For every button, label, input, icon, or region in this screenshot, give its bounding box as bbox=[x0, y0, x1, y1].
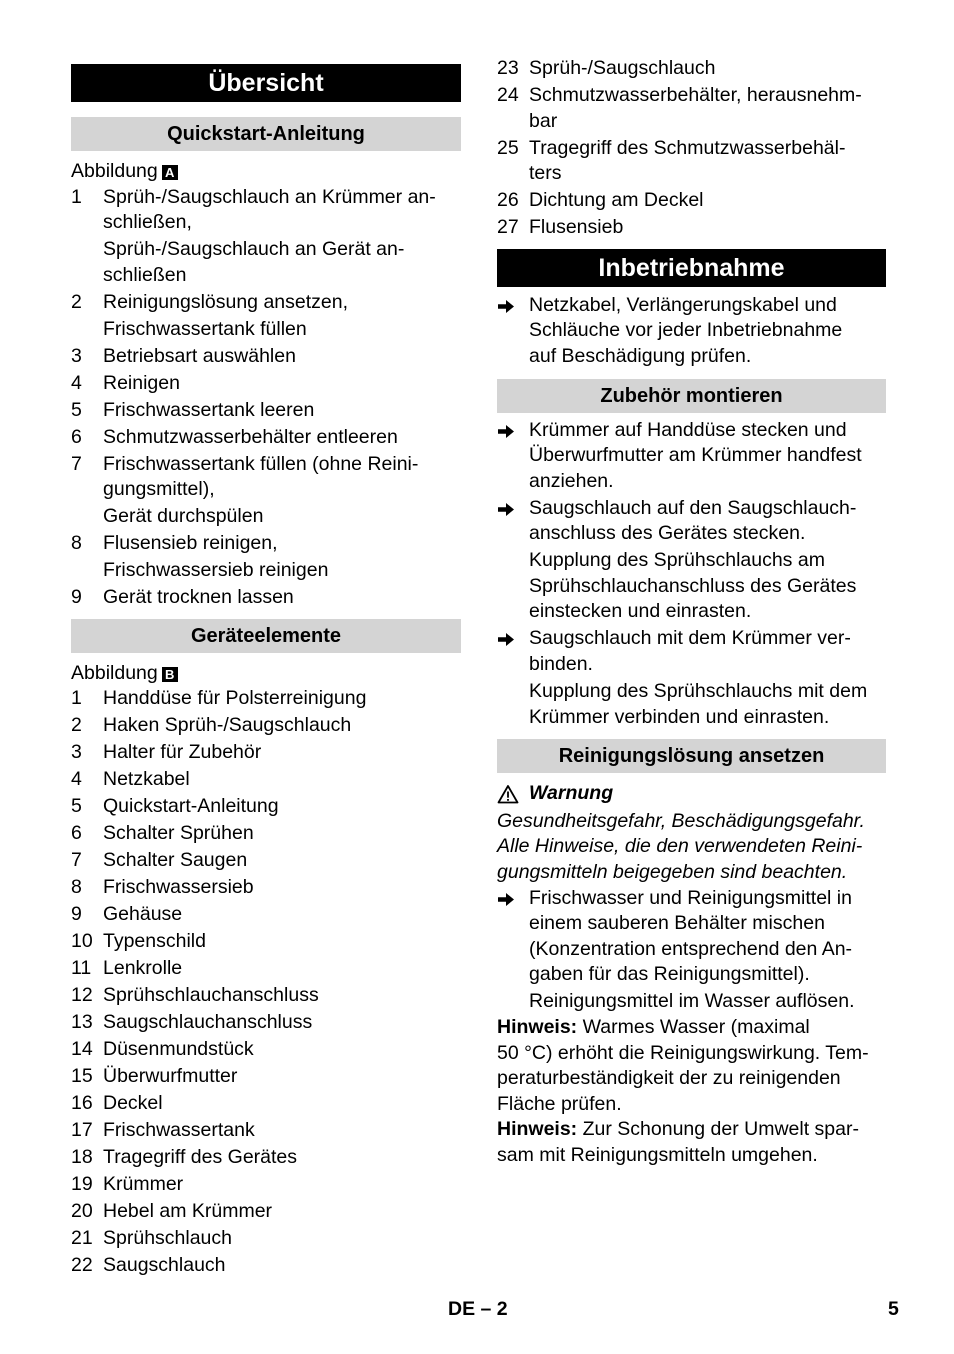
item-text bbox=[103, 504, 461, 530]
step-text bbox=[529, 886, 886, 988]
figure-reference-b bbox=[71, 661, 461, 687]
item-number: 5 bbox=[71, 795, 82, 818]
text-line: (Konzentration entsprechend den An- bbox=[529, 937, 853, 960]
item-number: 11 bbox=[71, 957, 92, 980]
item-number: 6 bbox=[71, 425, 82, 448]
list-item bbox=[71, 1037, 461, 1063]
item-number: 3 bbox=[71, 344, 82, 367]
list-item bbox=[71, 425, 461, 451]
text-line: schließen, bbox=[103, 211, 192, 234]
arrow-right-icon bbox=[497, 299, 515, 314]
figure-letter-icon: A bbox=[162, 165, 178, 180]
text-line: Frischwassersieb reinigen bbox=[103, 559, 329, 582]
list-item bbox=[71, 713, 461, 739]
text-line: Überwurfmutter am Krümmer handfest bbox=[529, 444, 862, 467]
item-number: 2 bbox=[71, 290, 82, 313]
heading-quickstart: Quickstart-Anleitung bbox=[71, 117, 461, 151]
list-item bbox=[497, 188, 886, 214]
text-line: Gerät durchspülen bbox=[103, 505, 264, 528]
text-line: Quickstart-Anleitung bbox=[103, 795, 279, 818]
text-line: Dichtung am Deckel bbox=[529, 189, 704, 212]
text-line: bar bbox=[529, 109, 558, 132]
text-line: Saugschlauch auf den Saugschlauch- bbox=[529, 496, 857, 519]
list-item bbox=[71, 875, 461, 901]
item-text bbox=[103, 1145, 461, 1171]
list-item bbox=[71, 558, 461, 584]
item-text bbox=[103, 1253, 461, 1279]
step-marker bbox=[497, 293, 529, 370]
warning-text bbox=[497, 809, 886, 886]
arrow-right-icon bbox=[497, 502, 515, 517]
item-number: 7 bbox=[71, 849, 82, 872]
text-line: Schalter Saugen bbox=[103, 849, 248, 872]
list-item bbox=[71, 1199, 461, 1225]
text-line: Frischwassertank füllen bbox=[103, 317, 307, 340]
item-number: 16 bbox=[71, 1092, 93, 1115]
text-line: Überwurfmutter bbox=[103, 1065, 238, 1088]
list-item bbox=[71, 767, 461, 793]
text-line: Reinigungsmittel im Wasser auflösen. bbox=[529, 990, 855, 1013]
text-line: Deckel bbox=[103, 1092, 163, 1115]
text-line: binden. bbox=[529, 653, 593, 676]
text-line: Saugschlauchanschluss bbox=[103, 1011, 313, 1034]
text-line: Lenkrolle bbox=[103, 957, 183, 980]
item-text bbox=[103, 398, 461, 424]
item-text bbox=[103, 956, 461, 982]
instruction-step bbox=[497, 293, 886, 370]
item-text bbox=[103, 875, 461, 901]
list-item bbox=[71, 902, 461, 928]
item-text bbox=[103, 344, 461, 370]
list-item bbox=[71, 317, 461, 343]
text-line: Zur Schonung der Umwelt spar- bbox=[577, 1118, 859, 1141]
item-text bbox=[529, 83, 886, 134]
item-text bbox=[103, 1226, 461, 1252]
text-line: Haken Sprüh-/Saugschlauch bbox=[103, 714, 352, 737]
heading-device-elements: Geräteelemente bbox=[71, 619, 461, 653]
section-title-commissioning: Inbetriebnahme bbox=[497, 249, 886, 287]
item-text bbox=[103, 1118, 461, 1144]
item-number: 21 bbox=[71, 1227, 93, 1250]
item-text bbox=[103, 929, 461, 955]
heading-cleaning-solution: Reinigungslösung ansetzen bbox=[497, 739, 886, 773]
item-number: 14 bbox=[71, 1038, 93, 1061]
text-line: Krümmer verbinden und einrasten. bbox=[529, 705, 830, 728]
text-line: anziehen. bbox=[529, 469, 614, 492]
text-line: Schalter Sprühen bbox=[103, 822, 254, 845]
list-item bbox=[71, 1091, 461, 1117]
list-item bbox=[71, 794, 461, 820]
item-text bbox=[103, 821, 461, 847]
text-line: Kupplung des Sprühschlauchs mit dem bbox=[529, 680, 868, 702]
item-number: 10 bbox=[71, 930, 93, 953]
text-line: Frischwasser und Reinigungsmittel in bbox=[529, 886, 852, 909]
step-text bbox=[529, 418, 886, 495]
item-text bbox=[103, 1037, 461, 1063]
note-warm-water bbox=[497, 1015, 886, 1117]
text-line: Flusensieb reinigen, bbox=[103, 532, 278, 555]
list-item bbox=[71, 1253, 461, 1279]
instruction-step bbox=[497, 679, 886, 730]
item-text bbox=[103, 558, 461, 584]
list-item bbox=[71, 290, 461, 316]
arrow-right-icon bbox=[497, 424, 515, 439]
instruction-step bbox=[497, 418, 886, 495]
text-line: Sprüh-/Saugschlauch an Krümmer an- bbox=[103, 185, 436, 208]
text-line: Schläuche vor jeder Inbetriebnahme bbox=[529, 319, 843, 342]
item-number: 4 bbox=[71, 768, 82, 791]
item-text bbox=[103, 848, 461, 874]
list-item bbox=[71, 1010, 461, 1036]
text-line: Betriebsart auswählen bbox=[103, 344, 296, 367]
device-elements-list bbox=[71, 686, 461, 1278]
text-line: Hebel am Krümmer bbox=[103, 1200, 273, 1223]
text-line: peraturbeständigkeit der zu reinigenden bbox=[497, 1067, 841, 1090]
note-label: Hinweis: bbox=[497, 1015, 578, 1038]
item-text bbox=[103, 452, 461, 503]
text-line: Düsenmundstück bbox=[103, 1038, 254, 1061]
item-number: 12 bbox=[71, 984, 93, 1007]
instruction-step bbox=[497, 886, 886, 988]
item-text bbox=[103, 290, 461, 316]
list-item bbox=[497, 83, 886, 134]
warning-header bbox=[497, 781, 886, 807]
list-item bbox=[71, 585, 461, 611]
text-line: Frischwassertank füllen (ohne Reini- bbox=[103, 452, 419, 475]
item-text bbox=[103, 185, 461, 236]
item-number: 25 bbox=[497, 136, 519, 159]
list-item bbox=[71, 983, 461, 1009]
text-line: Halter für Zubehör bbox=[103, 741, 262, 764]
step-marker bbox=[497, 679, 529, 730]
accessories-steps bbox=[497, 418, 886, 731]
item-number: 3 bbox=[71, 741, 82, 764]
text-line: Schmutzwasserbehälter entleeren bbox=[103, 425, 398, 448]
item-text bbox=[103, 713, 461, 739]
item-number bbox=[71, 504, 103, 530]
item-number bbox=[71, 237, 103, 288]
text-line: Reinigen bbox=[103, 371, 180, 394]
instruction-step bbox=[497, 989, 886, 1015]
text-line: Sprüh-/Saugschlauch an Gerät an- bbox=[103, 238, 405, 261]
list-item bbox=[71, 1145, 461, 1171]
text-line: Tragegriff des Schmutzwasserbehäl- bbox=[529, 136, 846, 159]
text-line: schließen bbox=[103, 263, 187, 286]
right-column bbox=[497, 56, 886, 1168]
list-item bbox=[71, 452, 461, 503]
item-text bbox=[103, 531, 461, 557]
solution-steps bbox=[497, 886, 886, 1015]
text-line: Frischwassertank bbox=[103, 1119, 255, 1142]
item-text bbox=[103, 371, 461, 397]
item-number: 13 bbox=[71, 1011, 93, 1034]
item-number: 6 bbox=[71, 822, 82, 845]
list-item bbox=[71, 1064, 461, 1090]
arrow-right-icon bbox=[497, 632, 515, 647]
list-item bbox=[497, 56, 886, 82]
item-number: 8 bbox=[71, 876, 82, 899]
item-number: 22 bbox=[71, 1254, 93, 1277]
item-number bbox=[71, 558, 103, 584]
item-text bbox=[529, 188, 886, 214]
text-line: Sprühschlauch bbox=[103, 1227, 232, 1250]
list-item bbox=[71, 371, 461, 397]
list-item bbox=[71, 956, 461, 982]
step-marker bbox=[497, 626, 529, 677]
text-line: Sprühschlauchanschluss des Gerätes bbox=[529, 574, 857, 597]
item-number: 1 bbox=[71, 687, 82, 710]
item-number: 9 bbox=[71, 586, 82, 609]
text-line: Fläche prüfen. bbox=[497, 1092, 622, 1115]
item-number: 17 bbox=[71, 1119, 93, 1142]
item-text bbox=[103, 740, 461, 766]
left-column bbox=[71, 56, 461, 1279]
list-item bbox=[71, 1118, 461, 1144]
text-line: Typenschild bbox=[103, 930, 206, 953]
list-item bbox=[71, 686, 461, 712]
device-elements-list-continued bbox=[497, 56, 886, 241]
list-item bbox=[71, 398, 461, 424]
text-line: Frischwassertank leeren bbox=[103, 398, 315, 421]
text-line: Flusensieb bbox=[529, 216, 624, 239]
list-item bbox=[71, 848, 461, 874]
text-line: Gerät trocknen lassen bbox=[103, 586, 294, 609]
item-number: 23 bbox=[497, 57, 519, 79]
list-item bbox=[71, 344, 461, 370]
warning-label: Warnung bbox=[529, 782, 614, 805]
step-text bbox=[529, 679, 886, 730]
item-text bbox=[103, 767, 461, 793]
item-text bbox=[103, 794, 461, 820]
item-text bbox=[529, 56, 886, 82]
list-item bbox=[71, 185, 461, 236]
text-line: gungsmittel), bbox=[103, 478, 215, 501]
text-line: Gehäuse bbox=[103, 903, 183, 926]
item-text bbox=[529, 136, 886, 187]
item-text bbox=[103, 1172, 461, 1198]
text-line: gungsmitteln beigegeben sind beachten. bbox=[497, 860, 848, 883]
item-text bbox=[103, 1091, 461, 1117]
section-title-overview: Übersicht bbox=[71, 64, 461, 102]
item-number: 5 bbox=[71, 398, 82, 421]
text-line: Handdüse für Polsterreinigung bbox=[103, 687, 367, 710]
item-number: 27 bbox=[497, 216, 519, 239]
text-line: Reinigungslösung ansetzen, bbox=[103, 290, 349, 313]
text-line: Netzkabel bbox=[103, 768, 190, 791]
text-line: sam mit Reinigungsmitteln umgehen. bbox=[497, 1143, 818, 1166]
list-item bbox=[497, 215, 886, 241]
text-line: Krümmer bbox=[103, 1173, 184, 1196]
text-line: einem sauberen Behälter mischen bbox=[529, 912, 825, 935]
item-number: 24 bbox=[497, 83, 519, 106]
step-text bbox=[529, 548, 886, 625]
instruction-step bbox=[497, 496, 886, 547]
text-line: gaben für das Reinigungsmittel). bbox=[529, 963, 810, 986]
item-text bbox=[103, 1199, 461, 1225]
note-label: Hinweis: bbox=[497, 1118, 578, 1141]
step-marker bbox=[497, 548, 529, 625]
text-line: auf Beschädigung prüfen. bbox=[529, 344, 752, 367]
step-text bbox=[529, 989, 886, 1015]
text-line: Krümmer auf Handdüse stecken und bbox=[529, 418, 847, 441]
item-number: 2 bbox=[71, 714, 82, 737]
warning-triangle-icon bbox=[497, 784, 519, 804]
item-number bbox=[71, 317, 103, 343]
figure-letter-icon: B bbox=[162, 667, 178, 682]
step-text bbox=[529, 626, 886, 677]
arrow-right-icon bbox=[497, 892, 515, 907]
item-number: 18 bbox=[71, 1146, 93, 1169]
figure-reference-a bbox=[71, 159, 461, 185]
list-item bbox=[71, 531, 461, 557]
item-text bbox=[103, 425, 461, 451]
list-item bbox=[71, 929, 461, 955]
item-text bbox=[103, 317, 461, 343]
footer-page-number: 5 bbox=[888, 1298, 899, 1320]
text-line: Sprühschlauchanschluss bbox=[103, 984, 319, 1007]
item-text bbox=[529, 215, 886, 241]
quickstart-list bbox=[71, 185, 461, 611]
text-line: Gesundheitsgefahr, Beschädigungsgefahr. bbox=[497, 809, 865, 832]
list-item bbox=[71, 1172, 461, 1198]
item-number: 9 bbox=[71, 903, 82, 926]
list-item bbox=[71, 740, 461, 766]
item-text bbox=[103, 585, 461, 611]
text-line: Alle Hinweise, die den verwendeten Reini- bbox=[497, 835, 863, 858]
item-text bbox=[103, 237, 461, 288]
step-text bbox=[529, 293, 886, 370]
item-number: 26 bbox=[497, 189, 519, 212]
step-marker bbox=[497, 989, 529, 1015]
instruction-step bbox=[497, 626, 886, 677]
step-marker bbox=[497, 496, 529, 547]
figure-label: Abbildung bbox=[71, 160, 158, 182]
figure-label: Abbildung bbox=[71, 661, 158, 684]
step-text bbox=[529, 496, 886, 547]
item-number: 8 bbox=[71, 532, 82, 555]
item-number: 19 bbox=[71, 1173, 93, 1196]
footer-page-code: DE – 2 bbox=[448, 1298, 508, 1320]
instruction-step bbox=[497, 548, 886, 625]
step-marker bbox=[497, 886, 529, 988]
text-line: Warmes Wasser (maximal bbox=[577, 1015, 810, 1038]
list-item bbox=[71, 504, 461, 530]
list-item bbox=[71, 1226, 461, 1252]
text-line: Saugschlauch mit dem Krümmer ver- bbox=[529, 627, 851, 650]
item-text bbox=[103, 902, 461, 928]
item-number: 4 bbox=[71, 371, 82, 394]
text-line: 50 °C) erhöht die Reinigungswirkung. Tem- bbox=[497, 1041, 869, 1064]
text-line: Tragegriff des Gerätes bbox=[103, 1146, 298, 1169]
note-environment bbox=[497, 1117, 886, 1168]
text-line: Schmutzwasserbehälter, herausnehm- bbox=[529, 83, 862, 106]
text-line: ters bbox=[529, 162, 562, 185]
step-marker bbox=[497, 418, 529, 495]
item-number: 20 bbox=[71, 1200, 93, 1223]
list-item bbox=[71, 821, 461, 847]
list-item bbox=[71, 237, 461, 288]
text-line: anschluss des Gerätes stecken. bbox=[529, 522, 806, 545]
text-line: Netzkabel, Verlängerungskabel und bbox=[529, 293, 837, 316]
item-text bbox=[103, 1064, 461, 1090]
item-number: 15 bbox=[71, 1065, 93, 1088]
item-text bbox=[103, 1010, 461, 1036]
list-item bbox=[497, 136, 886, 187]
item-number: 7 bbox=[71, 452, 82, 475]
item-number: 1 bbox=[71, 185, 82, 208]
item-text bbox=[103, 983, 461, 1009]
item-text bbox=[103, 686, 461, 712]
commissioning-steps bbox=[497, 293, 886, 370]
text-line: Frischwassersieb bbox=[103, 876, 254, 899]
text-line: einstecken und einrasten. bbox=[529, 600, 752, 623]
text-line: Sprüh-/Saugschlauch bbox=[529, 57, 716, 79]
text-line: Kupplung des Sprühschlauchs am bbox=[529, 549, 825, 572]
text-line: Saugschlauch bbox=[103, 1254, 226, 1277]
heading-accessories: Zubehör montieren bbox=[497, 379, 886, 413]
